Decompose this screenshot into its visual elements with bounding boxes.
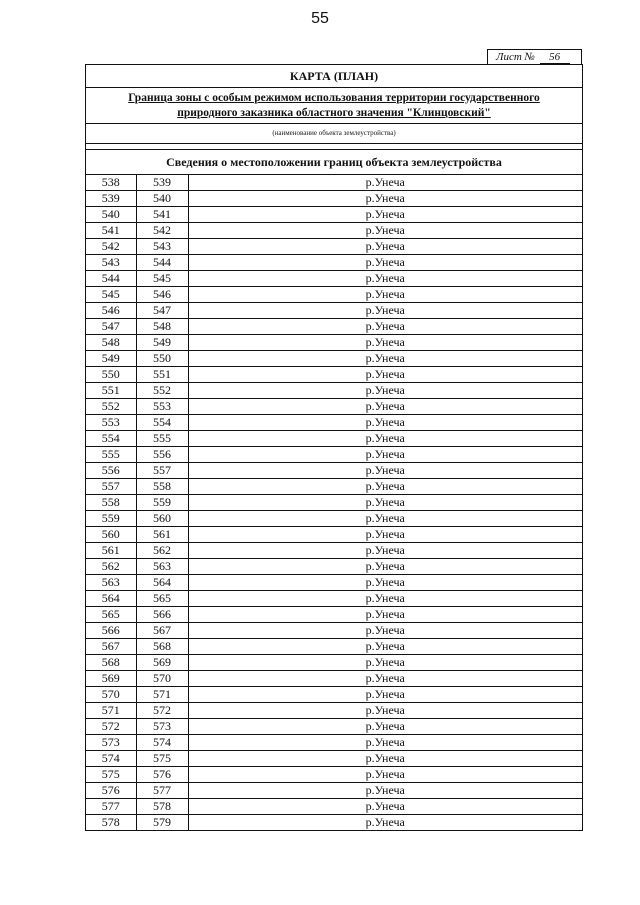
table-row (86, 271, 582, 287)
point-to-cell: 563 (136, 559, 188, 575)
description-cell: р.Унеча (188, 687, 582, 703)
table-row (86, 175, 582, 191)
point-from-cell: 539 (86, 191, 136, 207)
point-to-cell: 540 (136, 191, 188, 207)
point-to-cell: 543 (136, 239, 188, 255)
point-to-cell: 555 (136, 431, 188, 447)
description-cell: р.Унеча (188, 431, 582, 447)
point-from-cell: 565 (86, 607, 136, 623)
point-from-cell: 568 (86, 655, 136, 671)
description-cell: р.Унеча (188, 319, 582, 335)
description-cell: р.Унеча (188, 751, 582, 767)
point-to-cell: 567 (136, 623, 188, 639)
table-row (86, 719, 582, 735)
point-to-cell: 546 (136, 287, 188, 303)
sheet-label: Лист № (496, 51, 535, 63)
table-row (86, 783, 582, 799)
boundary-table (86, 175, 582, 830)
point-to-cell: 560 (136, 511, 188, 527)
point-to-cell: 568 (136, 639, 188, 655)
description-cell: р.Унеча (188, 383, 582, 399)
table-row (86, 335, 582, 351)
table-row (86, 623, 582, 639)
point-to-cell: 572 (136, 703, 188, 719)
table-row (86, 463, 582, 479)
point-from-cell: 540 (86, 207, 136, 223)
table-row (86, 255, 582, 271)
point-from-cell: 571 (86, 703, 136, 719)
section-title: Сведения о местоположении границ объекта землеустройства (86, 150, 582, 175)
description-cell: р.Унеча (188, 447, 582, 463)
point-from-cell: 560 (86, 527, 136, 543)
table-row (86, 671, 582, 687)
description-cell: р.Унеча (188, 543, 582, 559)
point-to-cell: 569 (136, 655, 188, 671)
table-row (86, 767, 582, 783)
point-from-cell: 567 (86, 639, 136, 655)
point-from-cell: 570 (86, 687, 136, 703)
document-title: КАРТА (ПЛАН) (86, 65, 582, 88)
point-to-cell: 552 (136, 383, 188, 399)
point-to-cell: 548 (136, 319, 188, 335)
point-to-cell: 549 (136, 335, 188, 351)
table-row (86, 479, 582, 495)
point-from-cell: 545 (86, 287, 136, 303)
table-row (86, 815, 582, 831)
description-cell: р.Унеча (188, 255, 582, 271)
table-row (86, 735, 582, 751)
point-from-cell: 562 (86, 559, 136, 575)
table-row (86, 351, 582, 367)
description-cell: р.Унеча (188, 463, 582, 479)
point-from-cell: 556 (86, 463, 136, 479)
point-from-cell: 574 (86, 751, 136, 767)
table-row (86, 751, 582, 767)
table-row (86, 431, 582, 447)
point-from-cell: 575 (86, 767, 136, 783)
point-to-cell: 577 (136, 783, 188, 799)
point-to-cell: 579 (136, 815, 188, 831)
table-row (86, 799, 582, 815)
table-row (86, 415, 582, 431)
point-to-cell: 561 (136, 527, 188, 543)
object-name (86, 88, 582, 124)
description-cell: р.Унеча (188, 767, 582, 783)
description-cell: р.Унеча (188, 559, 582, 575)
point-to-cell: 571 (136, 687, 188, 703)
description-cell: р.Унеча (188, 287, 582, 303)
point-from-cell: 551 (86, 383, 136, 399)
description-cell: р.Унеча (188, 639, 582, 655)
table-row (86, 191, 582, 207)
table-row (86, 207, 582, 223)
description-cell: р.Унеча (188, 607, 582, 623)
page-number: 55 (311, 10, 329, 27)
point-to-cell: 541 (136, 207, 188, 223)
point-to-cell: 564 (136, 575, 188, 591)
point-to-cell: 556 (136, 447, 188, 463)
point-from-cell: 569 (86, 671, 136, 687)
sheet-number-box (487, 49, 582, 64)
description-cell: р.Унеча (188, 735, 582, 751)
point-from-cell: 543 (86, 255, 136, 271)
description-cell: р.Унеча (188, 719, 582, 735)
description-cell: р.Унеча (188, 399, 582, 415)
point-to-cell: 554 (136, 415, 188, 431)
description-cell: р.Унеча (188, 335, 582, 351)
point-from-cell: 538 (86, 175, 136, 191)
point-to-cell: 573 (136, 719, 188, 735)
table-row (86, 527, 582, 543)
point-from-cell: 577 (86, 799, 136, 815)
table-row (86, 591, 582, 607)
table-row (86, 639, 582, 655)
point-to-cell: 557 (136, 463, 188, 479)
point-from-cell: 554 (86, 431, 136, 447)
point-to-cell: 558 (136, 479, 188, 495)
description-cell: р.Унеча (365, 815, 405, 829)
point-to-cell: 547 (136, 303, 188, 319)
description-cell: р.Унеча (188, 575, 582, 591)
description-cell: р.Унеча (188, 223, 582, 239)
point-from-cell: 564 (86, 591, 136, 607)
table-row (86, 287, 582, 303)
description-cell: р.Унеча (188, 239, 582, 255)
object-name-line-1: Граница зоны с особым режимом использования территории государственного (128, 92, 540, 104)
point-to-cell: 566 (136, 607, 188, 623)
point-from-cell: 561 (86, 543, 136, 559)
object-name-line-2: природного заказника областного значения "Клинцовский" (177, 107, 491, 119)
point-from-cell: 573 (86, 735, 136, 751)
point-from-cell: 544 (86, 271, 136, 287)
table-row (86, 399, 582, 415)
description-cell: р.Унеча (188, 703, 582, 719)
table-row (86, 607, 582, 623)
table-row (86, 575, 582, 591)
boundary-table-body (86, 175, 582, 830)
description-cell: р.Унеча (188, 799, 582, 815)
point-from-cell: 550 (86, 367, 136, 383)
table-row (86, 703, 582, 719)
point-to-cell: 578 (136, 799, 188, 815)
point-to-cell: 542 (136, 223, 188, 239)
point-to-cell: 562 (136, 543, 188, 559)
point-from-cell: 559 (86, 511, 136, 527)
table-row (86, 655, 582, 671)
table-row (86, 319, 582, 335)
point-to-cell: 559 (136, 495, 188, 511)
point-from-cell: 576 (86, 783, 136, 799)
description-cell: р.Унеча (188, 495, 582, 511)
description-cell: р.Унеча (188, 175, 582, 191)
point-to-cell: 576 (136, 767, 188, 783)
table-row (86, 239, 582, 255)
description-cell: р.Унеча (188, 303, 582, 319)
table-row (86, 495, 582, 511)
description-cell: р.Унеча (188, 351, 582, 367)
point-from-cell: 572 (86, 719, 136, 735)
table-row (86, 687, 582, 703)
table-row (86, 559, 582, 575)
point-from-cell: 546 (86, 303, 136, 319)
description-cell: р.Унеча (188, 191, 582, 207)
description-cell: р.Унеча (188, 783, 582, 799)
table-row (86, 367, 582, 383)
point-to-cell: 551 (136, 367, 188, 383)
table-row (86, 383, 582, 399)
point-from-cell: 547 (86, 319, 136, 335)
description-cell: р.Унеча (188, 479, 582, 495)
point-to-cell: 544 (136, 255, 188, 271)
point-from-cell: 563 (86, 575, 136, 591)
description-cell: р.Унеча (188, 367, 582, 383)
table-row (86, 223, 582, 239)
point-to-cell: 565 (136, 591, 188, 607)
point-to-cell: 553 (136, 399, 188, 415)
point-from-cell: 542 (86, 239, 136, 255)
point-to-cell: 575 (136, 751, 188, 767)
description-cell: р.Унеча (188, 671, 582, 687)
map-plan-frame (85, 64, 583, 831)
point-to-cell: 570 (136, 671, 188, 687)
point-to-cell: 545 (136, 271, 188, 287)
table-row (86, 511, 582, 527)
point-from-cell: 566 (86, 623, 136, 639)
point-to-cell: 539 (136, 175, 188, 191)
table-row (86, 543, 582, 559)
description-cell: р.Унеча (188, 511, 582, 527)
description-cell: р.Унеча (188, 415, 582, 431)
point-to-cell: 550 (136, 351, 188, 367)
point-from-cell: 552 (86, 399, 136, 415)
description-cell: р.Унеча (188, 527, 582, 543)
table-row (86, 303, 582, 319)
description-cell: р.Унеча (188, 271, 582, 287)
description-cell: р.Унеча (188, 655, 582, 671)
point-from-cell: 553 (86, 415, 136, 431)
point-from-cell: 548 (86, 335, 136, 351)
table-row (86, 447, 582, 463)
description-cell: р.Унеча (188, 207, 582, 223)
point-from-cell: 555 (86, 447, 136, 463)
point-from-cell: 541 (86, 223, 136, 239)
description-cell: р.Унеча (188, 591, 582, 607)
sheet-number: 56 (540, 52, 570, 64)
point-from-cell: 557 (86, 479, 136, 495)
description-cell: р.Унеча (188, 623, 582, 639)
point-from-cell: 558 (86, 495, 136, 511)
point-from-cell: 578 (86, 815, 136, 831)
point-to-cell: 574 (136, 735, 188, 751)
object-caption: (наименование объекта землеустройства) (86, 124, 582, 144)
point-from-cell: 549 (86, 351, 136, 367)
